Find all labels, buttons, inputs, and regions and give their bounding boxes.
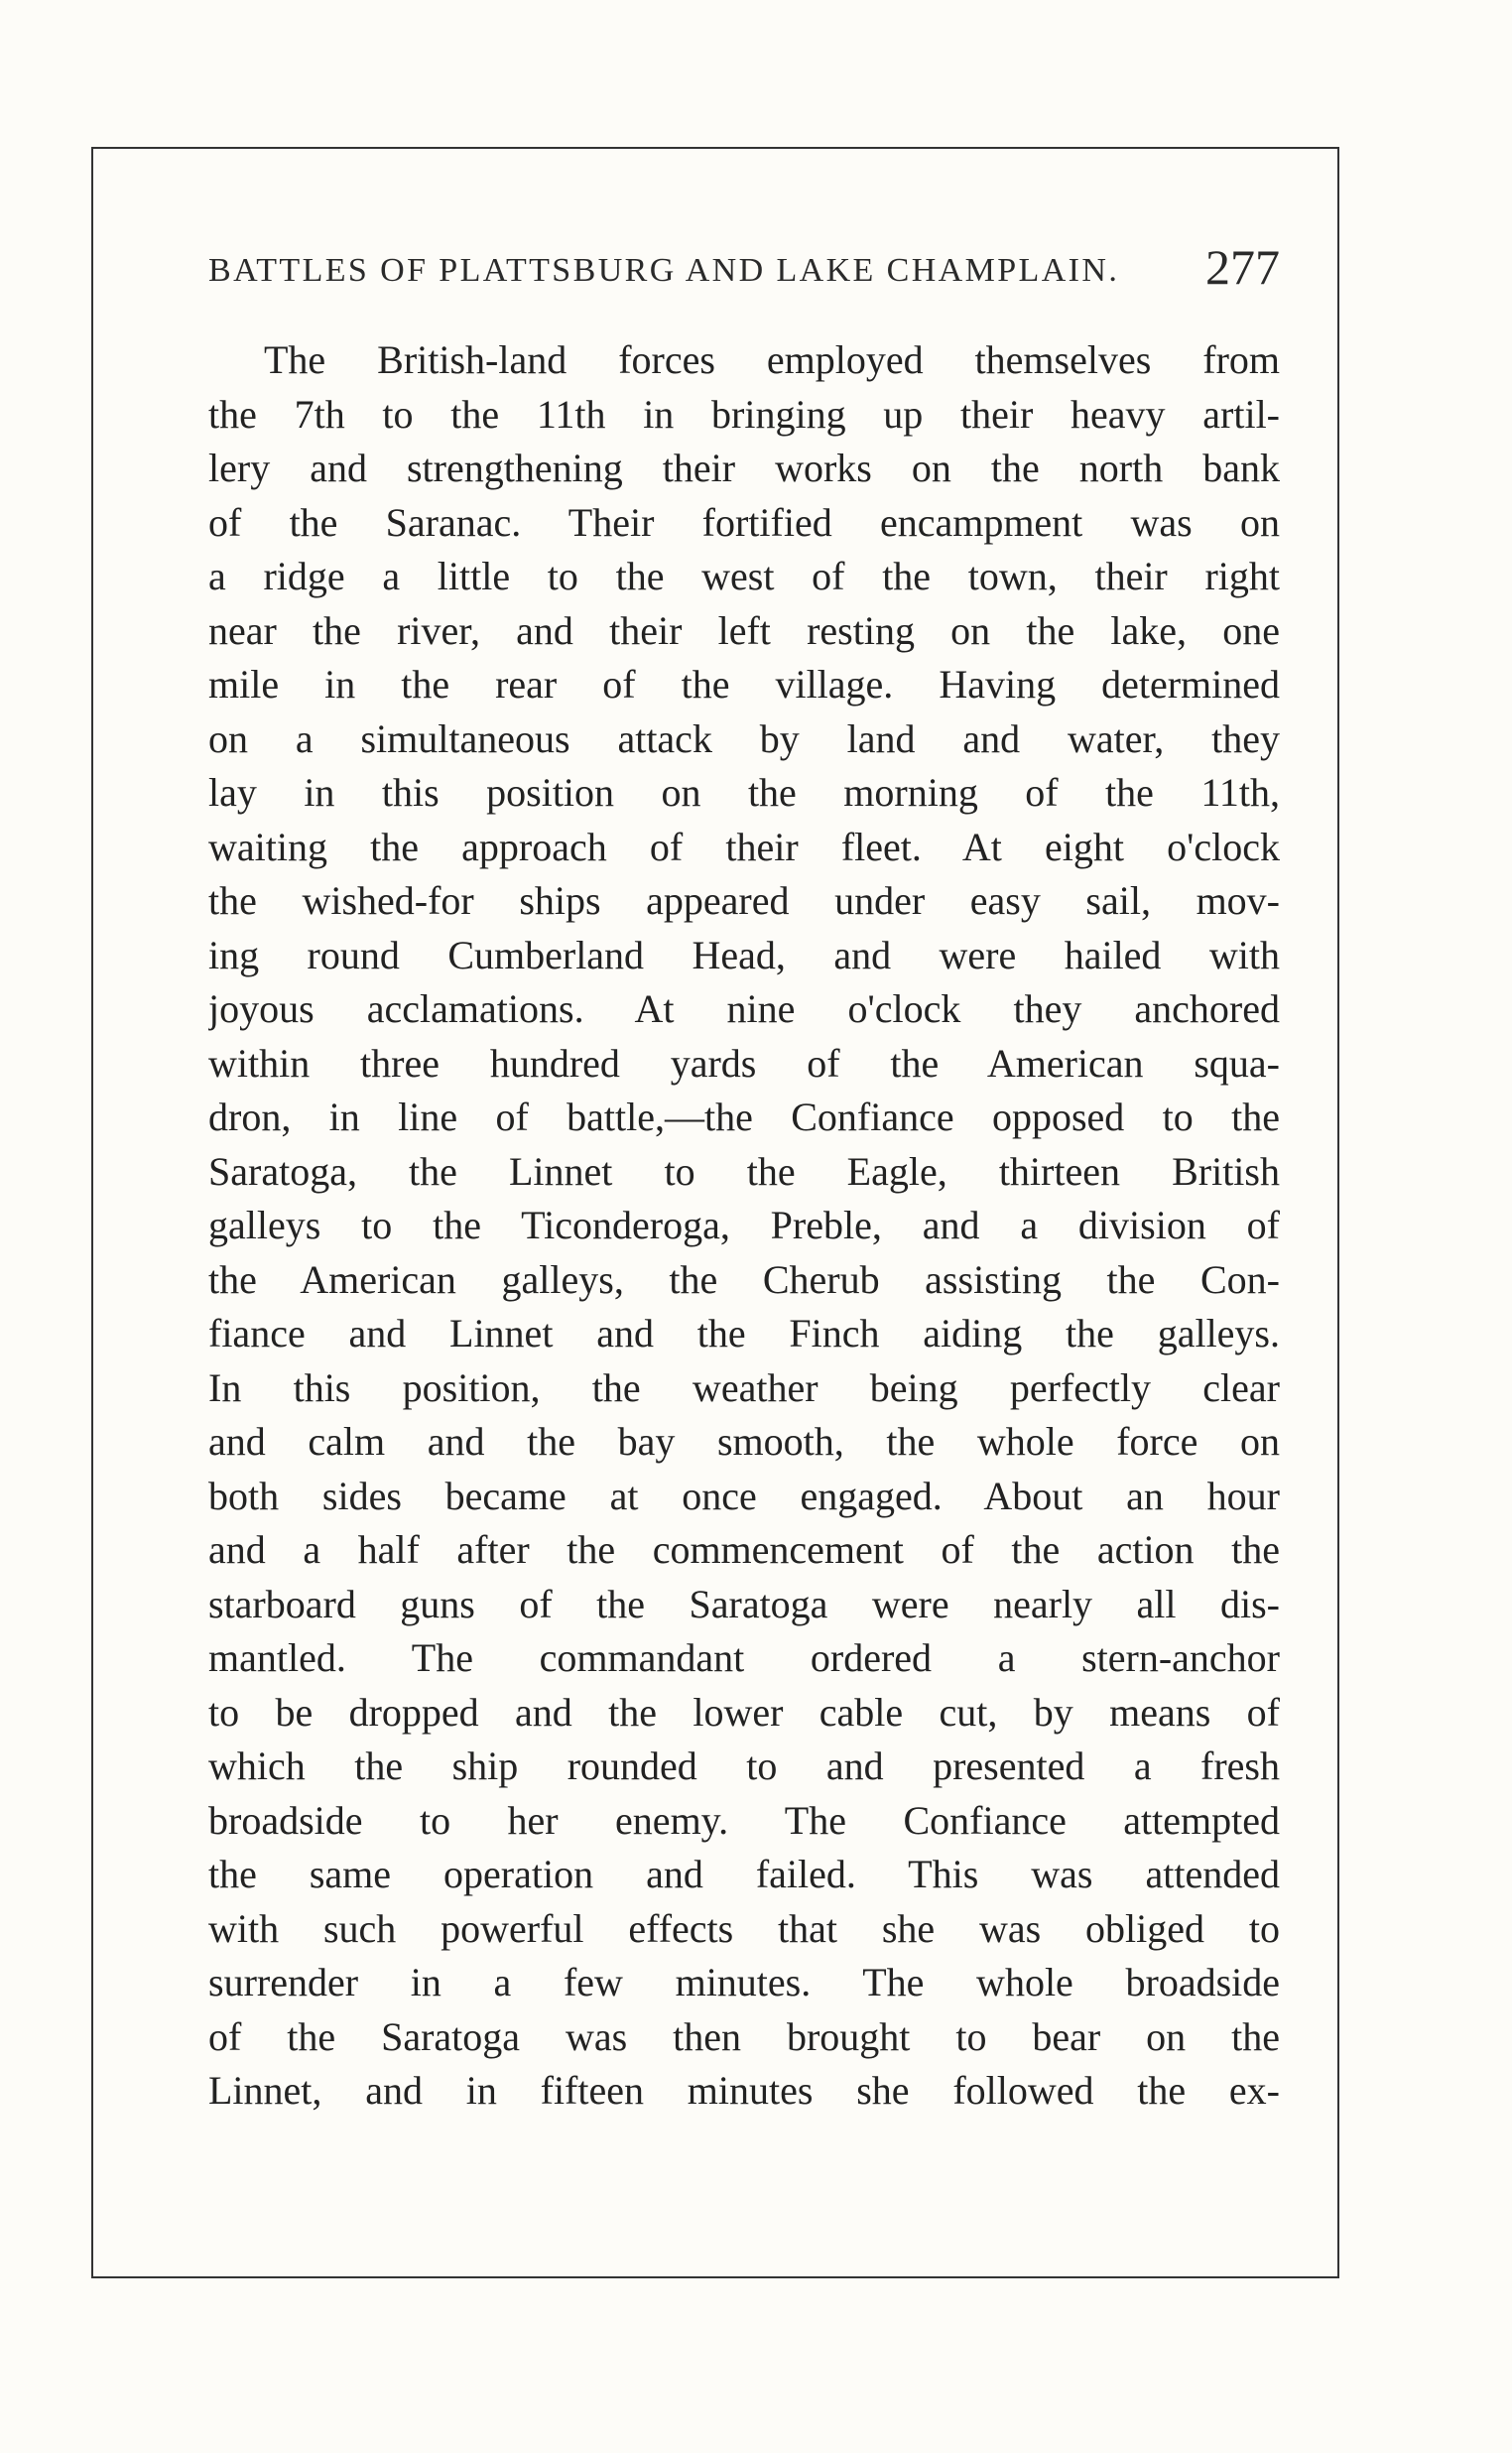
text-line: broadside to her enemy. The Confiance attempted xyxy=(208,1797,1280,1843)
text-line: of the Saranac. Their fortified encampment was on xyxy=(208,499,1280,545)
text-line: waiting the approach of their fleet. At eight o'clock xyxy=(208,824,1280,869)
text-line: the wished-for ships appeared under easy sail, mov- xyxy=(208,878,1280,923)
text-line: which the ship rounded to and presented a fresh xyxy=(208,1743,1280,1788)
text-line: In this position, the weather being perfectly clear xyxy=(208,1364,1280,1410)
page-number: 277 xyxy=(1205,239,1280,295)
text-line: Saratoga, the Linnet to the Eagle, thirteen British xyxy=(208,1148,1280,1194)
text-line: of the Saratoga was then brought to bear on the xyxy=(208,2013,1280,2059)
text-line: mantled. The commandant ordered a stern-anchor xyxy=(208,1635,1280,1680)
text-line: and a half after the commencement of the action the xyxy=(208,1527,1280,1572)
text-line: the American galleys, the Cherub assisting the Con- xyxy=(208,1256,1280,1302)
text-line: within three hundred yards of the American squa- xyxy=(208,1040,1280,1086)
running-head xyxy=(208,236,1280,296)
text-line: mile in the rear of the village. Having determined xyxy=(208,662,1280,707)
text-line: to be dropped and the lower cable cut, by means of xyxy=(208,1689,1280,1735)
text-line: the same operation and failed. This was attended xyxy=(208,1852,1280,1896)
text-line: Linnet, and in fifteen minutes she followed the ex- xyxy=(208,2068,1280,2113)
text-line: near the river, and their left resting on the lake, one xyxy=(208,607,1280,653)
running-title: BATTLES OF PLATTSBURG AND LAKE CHAMPLAIN. xyxy=(208,252,1120,289)
text-line: lery and strengthening their works on the north bank xyxy=(208,446,1280,490)
text-line: ing round Cumberland Head, and were hailed with xyxy=(208,932,1280,977)
text-line: on a simultaneous attack by land and water, they xyxy=(208,715,1280,761)
text-line: both sides became at once engaged. About an hour xyxy=(208,1473,1280,1518)
text-line: the 7th to the 11th in bringing up their heavy artil- xyxy=(208,391,1280,437)
text-line: The British-land forces employed themselves from xyxy=(264,337,1280,382)
text-line: dron, in line of battle,—the Confiance opposed to the xyxy=(208,1095,1280,1139)
text-line: starboard guns of the Saratoga were nearly all dis- xyxy=(208,1581,1280,1626)
text-line: with such powerful effects that she was obliged to xyxy=(208,1905,1280,1951)
text-line: lay in this position on the morning of the 11th, xyxy=(208,770,1280,815)
text-line: galleys to the Ticonderoga, Preble, and a division of xyxy=(208,1203,1280,1247)
text-line: joyous acclamations. At nine o'clock they anchored xyxy=(208,986,1280,1031)
text-line: a ridge a little to the west of the town, their right xyxy=(208,554,1280,598)
text-line: and calm and the bay smooth, the whole force on xyxy=(208,1419,1280,1464)
body-paragraph xyxy=(208,333,1280,2119)
text-line: surrender in a few minutes. The whole broadside xyxy=(208,1960,1280,2004)
text-line: fiance and Linnet and the Finch aiding the galleys. xyxy=(208,1311,1280,1356)
